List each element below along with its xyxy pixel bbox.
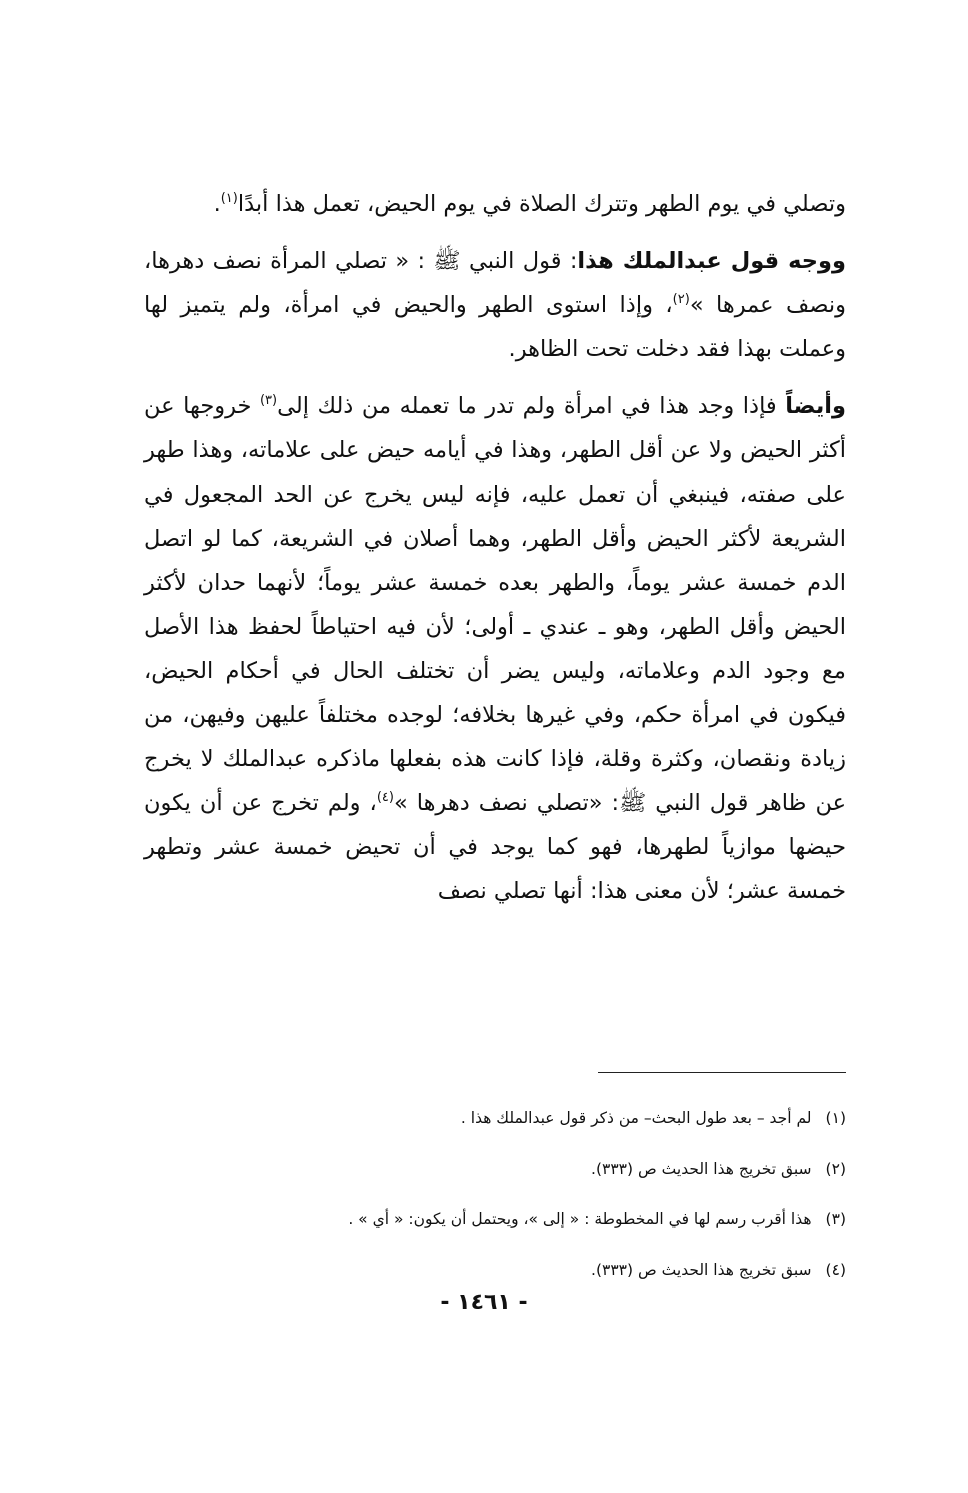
footnote-ref-4: (٤) <box>376 790 394 806</box>
paragraph-2 <box>144 239 846 371</box>
paragraph-3-text-c: ، ولم تخرج عن أن يكون حيضها موازياً لطهرها، فهو كما يوجد في أن تحيض خمسة عشر وتطهر خمسة عشر؛ لأن معنى هذا: أنها تصلي نصف <box>144 790 846 905</box>
footnote-text: لم أجد – بعد طول البحث– من ذكر قول عبدالملك هذا . <box>460 1109 812 1127</box>
footnote-ref-2: (٢) <box>672 292 690 308</box>
footnote-ref-1: (١) <box>220 191 238 206</box>
footnote-item <box>100 1156 846 1183</box>
main-text <box>144 182 846 914</box>
paragraph-3 <box>144 384 846 913</box>
footnote-text: هذا أقرب رسم لها في المخطوطة : « إلى »، ويحتمل أن يكون: « أي » . <box>348 1210 812 1228</box>
paragraph-1-end: . <box>213 191 221 217</box>
paragraph-2-lead: ووجه قول عبدالملك هذا <box>577 248 846 275</box>
footnote-text: سبق تخريج هذا الحديث ص (٣٣٣). <box>591 1159 812 1178</box>
paragraph-1 <box>144 182 846 226</box>
paragraph-1-text: وتصلي في يوم الطهر وتترك الصلاة في يوم الحيض، تعمل هذا أبدًا <box>237 191 846 217</box>
footnote-ref-3: (٣) <box>259 393 278 409</box>
page-number: - ١٤٦١ - <box>440 1290 528 1315</box>
paragraph-2-text-a: : قول النبي ﷺ : « تصلي المرأة نصف دهرها، ونصف عمرها » <box>144 248 846 319</box>
paragraph-3-text-a: فإذا وجد هذا في امرأة ولم تدر ما تعمله من ذلك إلى <box>277 393 786 420</box>
footnotes <box>100 1105 846 1307</box>
footnote-number: (١) <box>825 1109 846 1127</box>
footnote-item <box>100 1206 846 1233</box>
footnote-number: (٢) <box>825 1159 846 1178</box>
footnote-item <box>100 1257 846 1284</box>
paragraph-2-text-b: ، وإذا استوى الطهر والحيض في امرأة، ولم يتميز لها وعملت بهذا فقد دخلت تحت الظاهر. <box>144 292 846 363</box>
paragraph-3-text-b: خروجها عن أكثر الحيض ولا عن أقل الطهر، وهذا في أيامه حيض على علاماته، وهذا طهر على صفته، فينبغي أن تعمل عليه، فإنه ليس يخرج عن الحد المجعول في الشريعة لأكثر الحيض وأقل الطهر، وهما أصلان في الشريعة، كما لو اتصل الدم خمسة عشر يوماً، والطهر بعده خمسة عشر يوماً؛ لأنهما حدان لأكثر الحيض وأقل الطهر، وهو ـ عندي ـ أولى؛ لأن فيه احتياطاً لحفظ هذا الأصل مع وجود الدم وعلاماته، وليس يضر أن تختلف الحال في أحكام الحيض، فيكون في امرأة حكم، وفي غيرها بخلافه؛ لوجده مختلفاً عليهن وفيهن، من زيادة ونقصان، وكثرة وقلة، فإذا كانت هذه بفعلها ماذكره عبدالملك لا يخرج عن ظاهر قول النبي ﷺ: «تصلي نصف دهرها » <box>144 393 846 817</box>
footnote-number: (٤) <box>825 1260 846 1279</box>
footnote-separator <box>598 1072 846 1073</box>
paragraph-3-lead: وأيضاً <box>785 393 846 420</box>
footnote-text: سبق تخريج هذا الحديث ص (٣٣٣). <box>591 1260 812 1279</box>
footnote-number: (٣) <box>825 1210 846 1228</box>
footnote-item <box>100 1105 846 1132</box>
